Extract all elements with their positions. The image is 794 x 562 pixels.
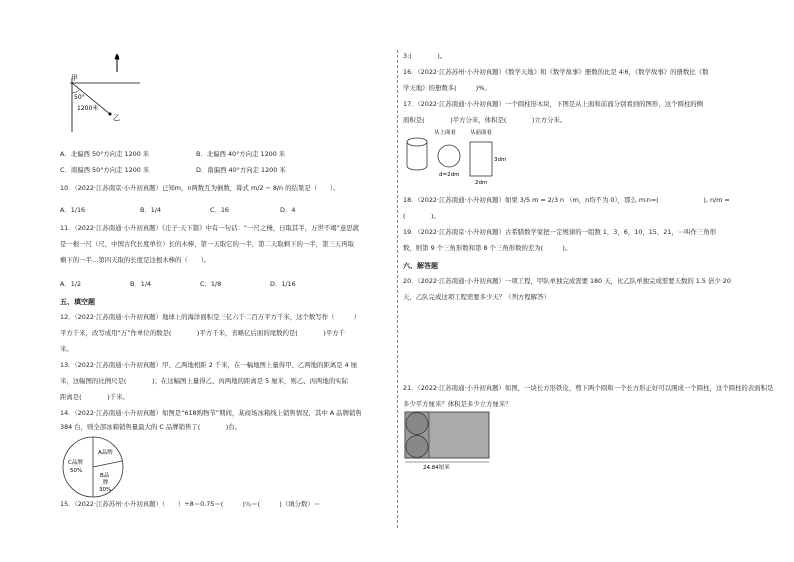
q12-line2: 平方千米，改写成用“万”作单位的数是( )平方千米，省略亿后面的尾数约是( )平方千 bbox=[60, 329, 345, 337]
q10-text bbox=[60, 184, 339, 192]
pie-label-a: A品牌 bbox=[98, 450, 113, 456]
sheet-width-label: 24.84厘米 bbox=[423, 465, 450, 471]
q14-line1: 14．（2022·江苏南通·小升初真题）如图是“618购物节”期间，某商场冰箱线上销售情况，其中 A 品牌销售 bbox=[60, 409, 362, 417]
q11-option-c: C．1/8 bbox=[200, 280, 222, 288]
section-fill-in-title: 五、填空题 bbox=[60, 298, 95, 306]
q11-option-d: D．1/16 bbox=[270, 280, 296, 288]
q18-condition: （m，n均不为 0），那么 m∶n=( ), bbox=[566, 196, 708, 204]
q9-option-c: C．南偏西 50°方向走 1200 米 bbox=[60, 166, 150, 174]
q9-option-a: A．北偏西 50°方向走 1200 米 bbox=[60, 150, 150, 158]
q11-line3: 剩下的一半…第四天取的长度是这根木棒的（ ）。 bbox=[60, 256, 211, 264]
q20-line2: 天，乙队完成这项工程需要多少天？（列方程解答） bbox=[403, 293, 550, 301]
q10-option-d: D．4 bbox=[280, 206, 296, 214]
section-solution-title: 六、解答题 bbox=[403, 262, 438, 270]
diameter-label: d=2dm bbox=[439, 172, 460, 178]
pie-label-b-3: 30% bbox=[99, 487, 112, 493]
q13-line2: 米，这幅图的比例尺是( )；在这幅图上量得乙、丙两地的距离是 5 厘米，则乙、丙两地的实际 bbox=[60, 377, 348, 385]
front-view-label: 从前面看 bbox=[470, 130, 493, 136]
circle-bottom bbox=[406, 436, 428, 458]
cylinder-views bbox=[403, 126, 513, 186]
q12-line1: 12．（2022·江苏南通·小升初真题）地球上的海洋面积是三亿六千二百万平方千米，这个数写作（ ） bbox=[60, 313, 361, 321]
north-label: N bbox=[115, 55, 120, 62]
q12-line3: 米。 bbox=[60, 345, 73, 353]
point-yi bbox=[109, 113, 112, 116]
angle-arc bbox=[72, 90, 79, 93]
page-divider bbox=[397, 50, 398, 528]
q10-option-b: B．1/4 bbox=[140, 206, 162, 214]
q10-suffix: 的结果是（ ）。 bbox=[285, 184, 340, 192]
q11-line1: 11．（2022·江苏南通·小升初真题）《庄子·天下篇》中有一句话：“一尺之棰，日取其半，万世不竭”意思就 bbox=[60, 224, 360, 232]
q9-option-d: D．南偏西 40°方向走 1200 米 bbox=[196, 166, 286, 174]
pie-label-b-2: 牌 bbox=[103, 480, 109, 486]
q18-line1 bbox=[403, 196, 730, 204]
cylinder-bottom bbox=[407, 166, 427, 170]
q15-line: 15．（2022·江苏苏州·小升初真题）（ ）÷8＝0.75＝( )％＝( )（填分数）＝ bbox=[60, 500, 321, 508]
pie-label-c-2: 50% bbox=[70, 468, 83, 474]
q20-line1: 20．（2022·江苏南通·小升初真题）一项工程，甲队单独完成需要 180 天，比乙队单独完成需要天数的 1.5 倍少 20 bbox=[403, 277, 731, 285]
q9-option-b: B．北偏西 40°方向走 1200 米 bbox=[196, 150, 286, 158]
q18-equation: 3/5 m = 2/3 n bbox=[519, 196, 565, 204]
q13-line3: 距离是( )千米。 bbox=[60, 393, 129, 401]
q18-ratio: n/m = bbox=[709, 196, 730, 204]
q11-option-a: A．1/2 bbox=[60, 280, 82, 288]
q14-line2: 384 台，则全部冰箱销售量最大的 C 品牌销售了( )台。 bbox=[60, 423, 242, 431]
q16-line1: 16．（2022·江苏苏州·小升初真题）《数学天地》和《数学故事》册数的比是 4∶6，《数学故事》的册数比《数 bbox=[403, 68, 709, 76]
q11-line2: 是一根一尺（尺，中国古代长度单位）长的木棒，第一天取它的一半，第二天取剩下的一半，第三天再取 bbox=[60, 240, 354, 248]
circle-top bbox=[406, 413, 428, 435]
height-label: 3dm bbox=[494, 157, 507, 163]
point-jia-label: 甲 bbox=[71, 74, 78, 82]
width-label: 2dm bbox=[475, 180, 488, 186]
distance-label: 1200米 bbox=[77, 105, 99, 112]
pie-label-c-1: C品牌 bbox=[68, 460, 83, 466]
front-view-rect bbox=[470, 142, 492, 176]
q10-formula: m/2 − 8/n bbox=[250, 184, 284, 192]
q18-stem: 18．（2022·江苏南通·小升初真题）如果 bbox=[403, 196, 518, 204]
q19-line2: 数，则第 9 个三角形数和第 8 个三角形数的差为( )。 bbox=[403, 244, 572, 252]
q11-option-b: B．1/4 bbox=[130, 280, 152, 288]
q17-line1: 17．（2022·江苏南通·小升初真题）一个圆柱形木块，下图是从上面和前面分别看到的图形，这个圆柱的侧 bbox=[403, 100, 704, 108]
q10-stem: 10．（2022·江苏南京·小升初真题）已知m，n两数互为倒数，算式 bbox=[60, 184, 249, 192]
q17-line2: 面积是( )平方分米，体积是( )立方分米。 bbox=[403, 116, 567, 124]
top-view-circle bbox=[438, 145, 460, 167]
q10-option-a: A．1/16 bbox=[60, 206, 86, 214]
q21-line2: 多少平方厘米？体积是多少立方厘米？ bbox=[403, 400, 512, 408]
sheet-diagram bbox=[403, 410, 493, 472]
pie-label-b-1: B品 bbox=[100, 473, 110, 479]
q16-line2: 学天地》的册数多( )%。 bbox=[403, 84, 491, 92]
point-yi-label: 乙 bbox=[113, 114, 120, 122]
q18-line2: ( )。 bbox=[403, 212, 440, 220]
q21-line1: 21．（2022·江苏南通·小升初真题）如图，一块长方形铁皮，剪下两个圆和一个长方形正好可以围成一个圆柱，这个圆柱的表面积是 bbox=[403, 384, 774, 392]
direction-diagram bbox=[55, 50, 155, 135]
top-view-label: 从上面看 bbox=[434, 130, 457, 136]
q10-option-c: C．16 bbox=[210, 206, 229, 214]
q13-line1: 13．（2022·江苏南通·小升初真题）甲、乙两地相距 2 千米，在一幅地图上量得甲、乙两地的距离是 4 厘 bbox=[60, 361, 358, 369]
cylinder-top bbox=[407, 138, 427, 146]
angle-label: 50° bbox=[74, 94, 85, 101]
pie-chart bbox=[58, 434, 128, 500]
q19-line1: 19．（2022·江苏南京·小升初真题）古希腊数学家把一定规律的一组数 1，3，6，10，15，21，⋯叫作三角形 bbox=[403, 228, 717, 236]
q15-continuation: 3:( )。 bbox=[403, 52, 447, 60]
